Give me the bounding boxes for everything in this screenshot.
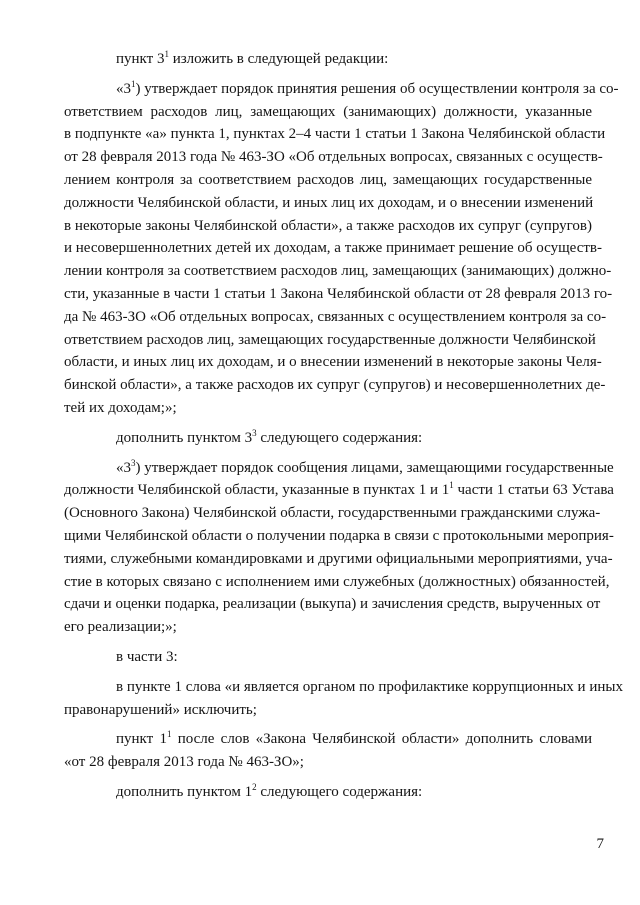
paragraph-line: «$3^1$) утверждает порядок принятия решения об осуществлении контроля за со- — [116, 78, 619, 97]
paragraph-line: в подпункте «а» пункта 1, пунктах 2–4 части 1 статьи 1 Закона Челябинской области — [64, 126, 606, 143]
paragraph-5: в части 3: — [116, 648, 178, 665]
paragraph-line: тиями, служебными командировками и другими официальными мероприятиями, уча- — [64, 550, 613, 567]
paragraph-2 — [64, 78, 619, 420]
paragraph-line: сти, указанные в части 1 статьи 1 Закона Челябинской области от 28 февраля 2013 го- — [64, 285, 613, 302]
paragraph-line: его реализации;»; — [64, 619, 177, 636]
paragraph-line: и несовершеннолетних детей их доходам, а также принимает решение об осуществ- — [64, 240, 603, 257]
paragraph-line: в пункте 1 слова «и является органом по профилактике коррупционных и иных — [116, 678, 623, 695]
paragraph-4 — [64, 457, 614, 639]
paragraph-line: лением контроля за соответствием расходов лиц, замещающих государственные — [64, 171, 592, 188]
paragraph-line: лении контроля за соответствием расходов лиц, замещающих (занимающих) должно- — [64, 263, 612, 280]
paragraph-line: области, и иных лиц их доходам, и о внесении изменений в некоторые законы Челя- — [64, 354, 602, 371]
paragraph-line: щими Челябинской области о получении подарка в связи с протокольными мероприя- — [64, 527, 614, 544]
paragraph-line: правонарушений» исключить; — [64, 701, 257, 718]
paragraph-7 — [64, 728, 592, 774]
page-number: 7 — [596, 836, 604, 852]
paragraph-line: сдачи и оценки подарка, реализации (выкупа) и зачисления средств, вырученных от — [64, 596, 601, 613]
paragraph-line: пункт $1^1$ после слов «Закона Челябинской области» дополнить словами — [116, 729, 593, 748]
paragraph-line: «$3^3$) утверждает порядок сообщения лицами, замещающими государственные — [116, 457, 614, 476]
paragraph-line: (Основного Закона) Челябинской области, государственными гражданскими служа- — [64, 505, 601, 522]
paragraph-line: от 28 февраля 2013 года № 463-ЗО «Об отдельных вопросах, связанных с осуществ- — [64, 149, 603, 166]
paragraph-6 — [64, 676, 623, 722]
paragraph-line: бинской области», а также расходов их супруг (супругов) и несовершеннолетних де- — [64, 377, 606, 394]
paragraph-line: в некоторые законы Челябинской области», а также расходов их супруг (супругов) — [64, 217, 592, 234]
paragraph-8: дополнить пунктом $1^2$ следующего содержания: — [116, 781, 423, 800]
paragraph-line: должности Челябинской области, указанные в пунктах 1 и $1^1$ части 1 статьи 63 Устава — [64, 480, 614, 499]
paragraph-line: тей их доходам;»; — [64, 399, 177, 416]
paragraph-line: «от 28 февраля 2013 года № 463-ЗО»; — [64, 754, 304, 771]
paragraph-line: ответствием расходов лиц, замещающих (занимающих) должности, указанные — [64, 103, 592, 120]
paragraph-1: пункт $3^1$ изложить в следующей редакции: — [116, 49, 389, 67]
paragraph-3: дополнить пунктом $3^3$ следующего содержания: — [116, 427, 423, 446]
paragraph-line: ответствием расходов лиц, замещающих государственные должности Челябинской — [64, 331, 596, 348]
document-body — [64, 48, 623, 804]
paragraph-line: да № 463-ЗО «Об отдельных вопросах, связанных с осуществлением контроля за со- — [64, 308, 607, 325]
paragraph-line: стие в которых связано с исполнением ими служебных (должностных) обязанностей, — [64, 573, 610, 590]
paragraph-line: должности Челябинской области, и иных лиц их доходам, и о внесении изменений — [64, 194, 594, 211]
